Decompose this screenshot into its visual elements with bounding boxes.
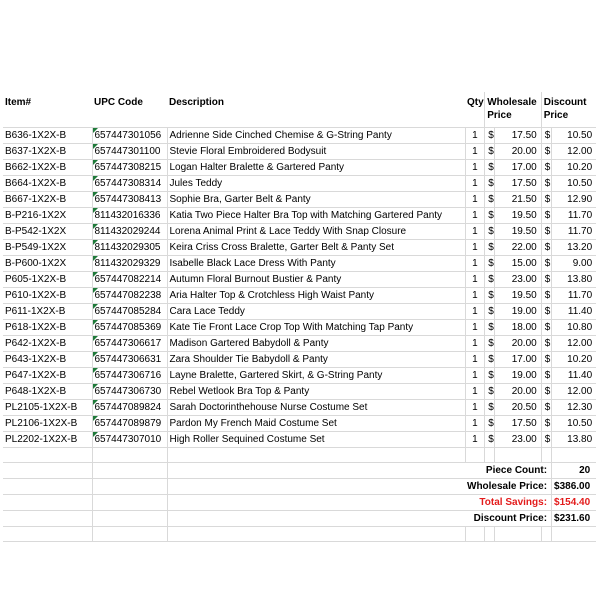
summary-row-savings [3,495,596,511]
qty-cell: 1 [465,352,485,368]
piece-count-label: Piece Count: [465,463,552,479]
description-cell: Rebel Wetlook Bra Top & Panty [167,384,465,400]
discount-total-label: Discount Price: [465,511,552,527]
discount-price-cell: 11.70 [552,288,597,304]
upc-cell: 657447307010 [92,432,167,448]
wholesale-currency: $ [485,256,495,272]
discount-price-cell: 10.50 [552,128,597,144]
qty-cell: 1 [465,320,485,336]
item-cell: PL2202-1X2X-B [3,432,92,448]
header-wholesale-line2: Price [487,110,512,121]
discount-currency: $ [541,432,551,448]
wholesale-price-cell: 22.00 [495,240,541,256]
upc-cell: 657447306617 [92,336,167,352]
total-savings-value: $154.40 [552,495,597,511]
description-cell: Logan Halter Bralette & Gartered Panty [167,160,465,176]
wholesale-currency: $ [485,368,495,384]
qty-cell: 1 [465,384,485,400]
description-cell: Lorena Animal Print & Lace Teddy With Snap Closure [167,224,465,240]
table-row [3,208,596,224]
blank-row [3,527,596,542]
qty-cell: 1 [465,160,485,176]
qty-cell: 1 [465,176,485,192]
item-cell: P605-1X2X-B [3,272,92,288]
discount-price-cell: 12.00 [552,336,597,352]
wholesale-currency: $ [485,304,495,320]
item-cell: P648-1X2X-B [3,384,92,400]
header-wholesale-line1: Wholesale [487,97,537,108]
header-upc: UPC Code [92,92,167,128]
wholesale-currency: $ [485,160,495,176]
qty-cell: 1 [465,128,485,144]
discount-price-cell: 11.40 [552,368,597,384]
wholesale-currency: $ [485,336,495,352]
item-cell: B-P600-1X2X [3,256,92,272]
item-cell: P642-1X2X-B [3,336,92,352]
item-cell: PL2105-1X2X-B [3,400,92,416]
table-row [3,416,596,432]
discount-price-cell: 10.50 [552,416,597,432]
summary-row-discount [3,511,596,527]
upc-cell: 657447082214 [92,272,167,288]
header-row [3,92,596,128]
table-row [3,288,596,304]
wholesale-price-cell: 17.50 [495,128,541,144]
summary-row-wholesale [3,479,596,495]
upc-cell: 657447089879 [92,416,167,432]
discount-price-cell: 11.40 [552,304,597,320]
upc-cell: 657447306716 [92,368,167,384]
upc-cell: 657447301056 [92,128,167,144]
discount-currency: $ [541,256,551,272]
table-row [3,368,596,384]
description-cell: Pardon My French Maid Costume Set [167,416,465,432]
qty-cell: 1 [465,368,485,384]
table-row [3,304,596,320]
table-row [3,320,596,336]
qty-cell: 1 [465,192,485,208]
wholesale-total-label: Wholesale Price: [465,479,552,495]
discount-currency: $ [541,400,551,416]
wholesale-price-cell: 20.00 [495,384,541,400]
discount-price-cell: 11.70 [552,208,597,224]
description-cell: Isabelle Black Lace Dress With Panty [167,256,465,272]
discount-currency: $ [541,352,551,368]
discount-currency: $ [541,336,551,352]
qty-cell: 1 [465,240,485,256]
description-cell: High Roller Sequined Costume Set [167,432,465,448]
qty-cell: 1 [465,432,485,448]
discount-total-value: $231.60 [552,511,597,527]
wholesale-price-cell: 21.50 [495,192,541,208]
description-cell: Keira Criss Cross Bralette, Garter Belt & Panty Set [167,240,465,256]
discount-currency: $ [541,176,551,192]
header-discount-line2: Price [543,110,569,121]
description-cell: Zara Shoulder Tie Babydoll & Panty [167,352,465,368]
wholesale-price-cell: 23.00 [495,432,541,448]
wholesale-price-cell: 19.00 [495,368,541,384]
discount-currency: $ [541,144,551,160]
description-cell: Cara Lace Teddy [167,304,465,320]
table-row [3,400,596,416]
item-cell: B636-1X2X-B [3,128,92,144]
wholesale-price-cell: 15.00 [495,256,541,272]
wholesale-currency: $ [485,224,495,240]
discount-currency: $ [541,208,551,224]
discount-currency: $ [541,272,551,288]
summary-section [3,448,596,542]
qty-cell: 1 [465,336,485,352]
table-row [3,160,596,176]
discount-currency: $ [541,224,551,240]
item-cell: P647-1X2X-B [3,368,92,384]
wholesale-currency: $ [485,272,495,288]
description-cell: Jules Teddy [167,176,465,192]
table-row [3,352,596,368]
wholesale-price-cell: 19.50 [495,208,541,224]
wholesale-currency: $ [485,128,495,144]
discount-currency: $ [541,320,551,336]
item-cell: P618-1X2X-B [3,320,92,336]
table-row [3,336,596,352]
discount-price-cell: 13.80 [552,272,597,288]
discount-currency: $ [541,192,551,208]
wholesale-price-cell: 18.00 [495,320,541,336]
description-cell: Autumn Floral Burnout Bustier & Panty [167,272,465,288]
discount-currency: $ [541,416,551,432]
wholesale-currency: $ [485,320,495,336]
price-table [3,92,596,542]
table-body [3,128,596,448]
header-description: Description [167,92,465,128]
item-cell: B664-1X2X-B [3,176,92,192]
wholesale-price-cell: 23.00 [495,272,541,288]
description-cell: Kate Tie Front Lace Crop Top With Matching Tap Panty [167,320,465,336]
upc-cell: 657447089824 [92,400,167,416]
item-cell: B-P549-1X2X [3,240,92,256]
description-cell: Aria Halter Top & Crotchless High Waist Panty [167,288,465,304]
wholesale-price-cell: 20.00 [495,144,541,160]
discount-currency: $ [541,368,551,384]
discount-price-cell: 12.00 [552,144,597,160]
description-cell: Stevie Floral Embroidered Bodysuit [167,144,465,160]
upc-cell: 657447306730 [92,384,167,400]
discount-price-cell: 10.20 [552,352,597,368]
wholesale-currency: $ [485,416,495,432]
table-row [3,128,596,144]
upc-cell: 811432029244 [92,224,167,240]
description-cell: Katia Two Piece Halter Bra Top with Matching Gartered Panty [167,208,465,224]
wholesale-currency: $ [485,352,495,368]
description-cell: Sophie Bra, Garter Belt & Panty [167,192,465,208]
wholesale-price-cell: 19.50 [495,288,541,304]
piece-count-value: 20 [552,463,597,479]
item-cell: P610-1X2X-B [3,288,92,304]
item-cell: B667-1X2X-B [3,192,92,208]
description-cell: Adrienne Side Cinched Chemise & G-String Panty [167,128,465,144]
wholesale-price-cell: 17.50 [495,416,541,432]
discount-currency: $ [541,160,551,176]
table-row [3,144,596,160]
table-row [3,224,596,240]
upc-cell: 657447308314 [92,176,167,192]
wholesale-price-cell: 17.50 [495,176,541,192]
wholesale-price-cell: 17.00 [495,352,541,368]
qty-cell: 1 [465,208,485,224]
table-row [3,256,596,272]
upc-cell: 811432029305 [92,240,167,256]
wholesale-total-value: $386.00 [552,479,597,495]
table-row [3,176,596,192]
total-savings-label: Total Savings: [465,495,552,511]
discount-currency: $ [541,304,551,320]
discount-currency: $ [541,240,551,256]
discount-currency: $ [541,288,551,304]
wholesale-currency: $ [485,288,495,304]
wholesale-price-cell: 20.00 [495,336,541,352]
upc-cell: 811432029329 [92,256,167,272]
item-cell: P643-1X2X-B [3,352,92,368]
description-cell: Madison Gartered Babydoll & Panty [167,336,465,352]
header-item: Item# [3,92,92,128]
wholesale-currency: $ [485,240,495,256]
discount-currency: $ [541,384,551,400]
wholesale-currency: $ [485,432,495,448]
summary-row-piece-count [3,463,596,479]
header-wholesale [485,92,542,128]
upc-cell: 657447085369 [92,320,167,336]
table-row [3,384,596,400]
qty-cell: 1 [465,144,485,160]
wholesale-currency: $ [485,384,495,400]
discount-price-cell: 10.20 [552,160,597,176]
header-qty: Qty [465,92,485,128]
discount-price-cell: 12.00 [552,384,597,400]
item-cell: P611-1X2X-B [3,304,92,320]
item-cell: B-P542-1X2X [3,224,92,240]
upc-cell: 657447085284 [92,304,167,320]
discount-currency: $ [541,128,551,144]
description-cell: Layne Bralette, Gartered Skirt, & G-String Panty [167,368,465,384]
qty-cell: 1 [465,272,485,288]
discount-price-cell: 10.80 [552,320,597,336]
qty-cell: 1 [465,400,485,416]
table-row [3,432,596,448]
header-discount [541,92,596,128]
blank-row [3,448,596,463]
wholesale-currency: $ [485,176,495,192]
wholesale-currency: $ [485,400,495,416]
discount-price-cell: 11.70 [552,224,597,240]
discount-price-cell: 10.50 [552,176,597,192]
discount-price-cell: 12.90 [552,192,597,208]
table-row [3,192,596,208]
wholesale-price-cell: 19.50 [495,224,541,240]
qty-cell: 1 [465,224,485,240]
wholesale-currency: $ [485,208,495,224]
wholesale-currency: $ [485,144,495,160]
item-cell: PL2106-1X2X-B [3,416,92,432]
qty-cell: 1 [465,416,485,432]
spreadsheet [3,92,596,542]
qty-cell: 1 [465,304,485,320]
upc-cell: 657447308215 [92,160,167,176]
wholesale-price-cell: 19.00 [495,304,541,320]
table-row [3,272,596,288]
discount-price-cell: 13.80 [552,432,597,448]
upc-cell: 811432016336 [92,208,167,224]
wholesale-currency: $ [485,192,495,208]
wholesale-price-cell: 17.00 [495,160,541,176]
description-cell: Sarah Doctorinthehouse Nurse Costume Set [167,400,465,416]
upc-cell: 657447308413 [92,192,167,208]
upc-cell: 657447301100 [92,144,167,160]
qty-cell: 1 [465,256,485,272]
upc-cell: 657447082238 [92,288,167,304]
table-row [3,240,596,256]
discount-price-cell: 13.20 [552,240,597,256]
item-cell: B-P216-1X2X [3,208,92,224]
item-cell: B637-1X2X-B [3,144,92,160]
discount-price-cell: 12.30 [552,400,597,416]
discount-price-cell: 9.00 [552,256,597,272]
wholesale-price-cell: 20.50 [495,400,541,416]
item-cell: B662-1X2X-B [3,160,92,176]
header-discount-line1: Discount [543,97,587,108]
qty-cell: 1 [465,288,485,304]
upc-cell: 657447306631 [92,352,167,368]
